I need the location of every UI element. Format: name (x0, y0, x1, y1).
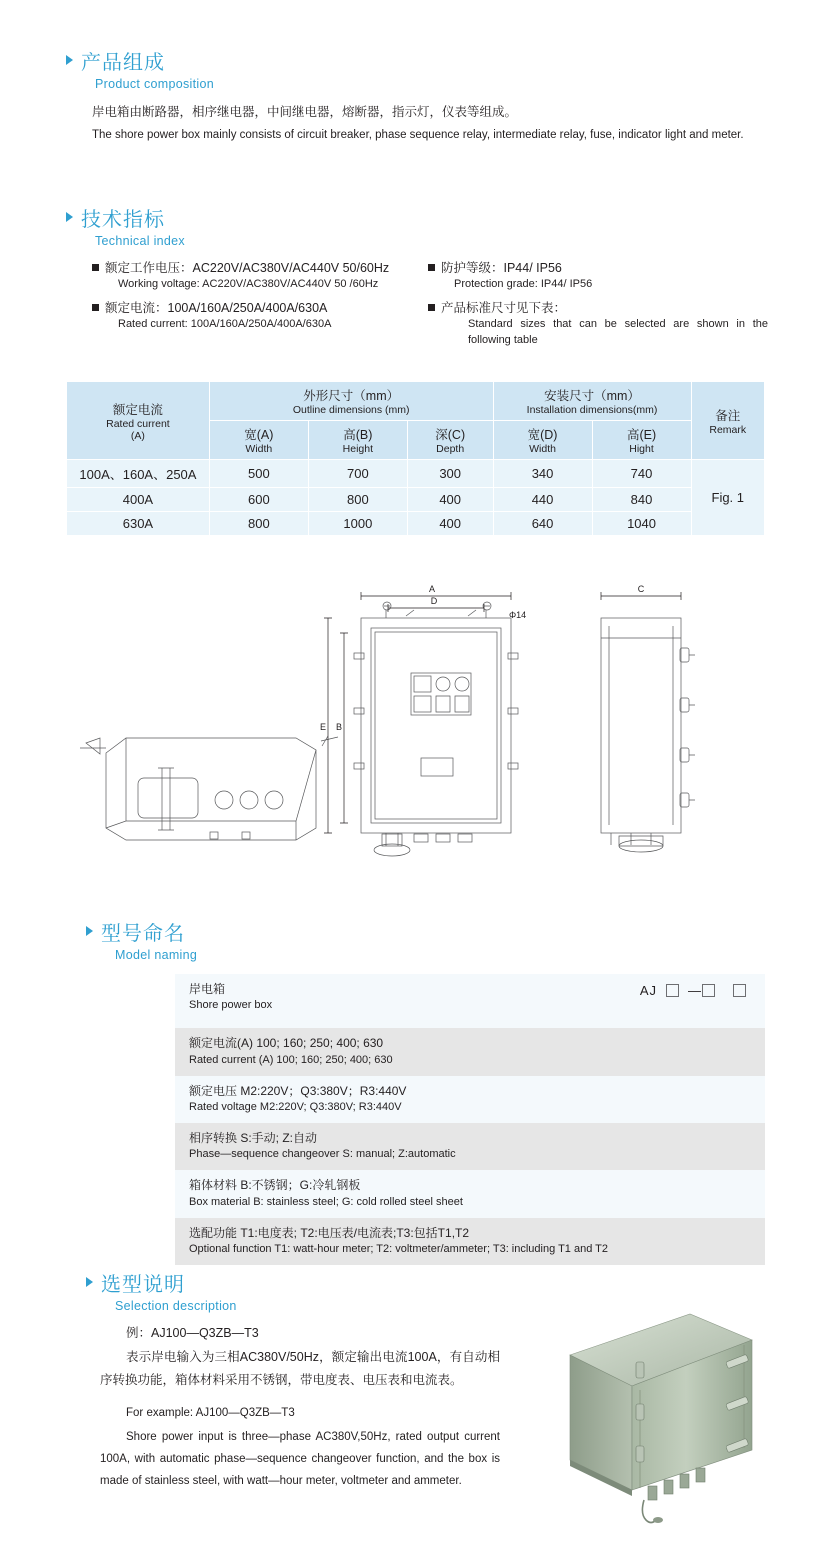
tech-index-item-en: Working voltage: AC220V/AC380V/AC440V 50 /60Hz (118, 278, 379, 290)
model-naming-row-en: Phase—sequence changeover S: manual; Z:automatic (189, 1148, 456, 1161)
tech-index-item (92, 298, 422, 333)
tech-index-item-cn: 额定电流：100A/160A/250A/400A/630A (105, 300, 328, 315)
model-naming-row-en: Shore power box (189, 999, 273, 1012)
model-naming-row (175, 1218, 765, 1265)
model-naming-row-en: Rated voltage M2:220V; Q3:380V; R3:440V (189, 1101, 402, 1114)
col-install-cn: 安装尺寸（mm） (544, 389, 640, 403)
col-outline-cn: 外形尺寸（mm） (303, 389, 400, 403)
tech-index-item (428, 258, 768, 293)
section-title-en: Technical index (95, 234, 185, 248)
model-naming-row (175, 1170, 765, 1217)
product-composition-body-cn: 岸电箱由断路器，相序继电器，中间继电器，熔断器，指示灯，仪表等组成。 (92, 105, 518, 119)
code-dash: — (688, 983, 702, 998)
product-photo-svg (540, 1300, 770, 1525)
code-slot-3 (733, 984, 746, 997)
cell-e: 840 (592, 488, 691, 512)
tech-index-item (92, 258, 422, 293)
model-naming-row (175, 1076, 765, 1123)
section-heading-model-naming (86, 917, 197, 962)
model-naming-row (175, 1123, 765, 1170)
square-bullet-icon (428, 264, 435, 271)
cell-a: 500 (209, 460, 308, 488)
drawing-top-view (80, 736, 338, 840)
code-slot-2 (702, 984, 715, 997)
cell-c: 400 (407, 512, 493, 536)
cell-d: 640 (493, 512, 592, 536)
table-header-row (67, 382, 765, 421)
model-naming-row-cn: 额定电压 M2:220V；Q3:380V；R3:440V (189, 1083, 407, 1098)
selection-para-en: Shore power input is three—phase AC380V,50Hz, rated output current 100A, with automatic phase—sequence changeover function, and the box is made of stainless steel, with watt—hour meter, voltmeter and ammeter. (100, 1430, 500, 1488)
cell-e: 740 (592, 460, 691, 488)
table-row (67, 512, 765, 536)
col-outline-en: Outline dimensions (mm) (292, 404, 410, 416)
cell-d: 340 (493, 460, 592, 488)
cell-current: 100A、160A、250A (67, 460, 210, 488)
model-naming-row (175, 1028, 765, 1075)
dim-label-d: D (430, 596, 438, 606)
subcol-height-e: 高(E) Hight (592, 421, 691, 460)
model-naming-row-cn: 岸电箱 (189, 982, 226, 996)
col-rated-current-unit: (A) (130, 429, 145, 442)
specification-table (66, 381, 765, 536)
drawing-side-view (601, 592, 695, 852)
section-heading-technical-index (66, 203, 185, 248)
tech-index-item (428, 298, 768, 349)
cell-a: 800 (209, 512, 308, 536)
section-title-en: Model naming (115, 948, 198, 962)
subcol-depth-c: 深(C) Depth (407, 421, 493, 460)
tech-index-item-cn: 防护等级：IP44/ IP56 (441, 261, 562, 275)
selection-example-en: For example: AJ100—Q3ZB—T3 (126, 1407, 295, 1420)
section-title-cn: 选型说明 (101, 1274, 185, 1296)
table-head (67, 382, 765, 460)
dim-label-b: B (335, 722, 343, 732)
section-heading-product-composition (66, 46, 214, 91)
model-naming-block (175, 974, 765, 1265)
tech-index-item-en: Rated current: 100A/160A/250A/400A/630A (118, 317, 332, 330)
cell-b: 1000 (308, 512, 407, 536)
section-title-cn: 产品组成 (81, 52, 165, 74)
model-naming-row-cn: 相序转换 S:手动; Z:自动 (189, 1130, 318, 1145)
code-slot-1 (666, 984, 679, 997)
section-title-en: Selection description (115, 1299, 237, 1313)
section-heading-selection-description (86, 1268, 237, 1313)
square-bullet-icon (92, 264, 99, 271)
cell-b: 700 (308, 460, 407, 488)
section-title-cn: 型号命名 (101, 923, 185, 945)
col-rated-current-en: Rated current (106, 417, 170, 430)
selection-example-cn: 例：AJ100—Q3ZB—T3 (126, 1326, 259, 1340)
dim-label-hole: Φ14 (509, 610, 527, 620)
selection-para-cn: 表示岸电输入为三相AC380V/50Hz，额定输出电流100A，有自动相序转换功能，箱体材料采用不锈钢，带电度表、电压表和电流表。 (100, 1350, 500, 1388)
subcol-width-a: 宽(A) Width (209, 421, 308, 460)
square-bullet-icon (428, 304, 435, 311)
col-remark-en: Remark (709, 423, 747, 436)
cell-d: 440 (493, 488, 592, 512)
col-remark-cn: 备注 (715, 408, 741, 423)
drawing-front-view (324, 592, 518, 856)
section-title-en: Product composition (95, 77, 214, 91)
tech-index-item-en: Standard sizes that can be selected are shown in the following table (468, 317, 768, 346)
tech-index-item-cn: 额定工作电压：AC220V/AC380V/AC440V 50/60Hz (105, 261, 390, 275)
subcol-width-d: 宽(D) Width (493, 421, 592, 460)
model-naming-row (175, 974, 765, 1028)
cell-e: 1040 (592, 512, 691, 536)
dim-label-c: C (637, 584, 645, 594)
square-bullet-icon (92, 304, 99, 311)
model-naming-row-cn: 额定电流(A) 100; 160; 250; 400; 630 (189, 1036, 384, 1051)
cell-b: 800 (308, 488, 407, 512)
table-body (67, 460, 765, 536)
tech-index-item-cn: 产品标准尺寸见下表： (441, 300, 567, 315)
tech-index-col-right (428, 258, 768, 351)
triangle-right-icon (86, 1277, 93, 1287)
col-install-dimensions (493, 382, 691, 421)
cell-c: 300 (407, 460, 493, 488)
model-code-group (640, 982, 755, 1001)
subcol-height-b: 高(B) Height (308, 421, 407, 460)
table-row (67, 460, 765, 488)
dim-label-e: E (319, 722, 327, 732)
triangle-right-icon (66, 55, 73, 65)
cell-current: 400A (67, 488, 210, 512)
cell-a: 600 (209, 488, 308, 512)
tech-index-col-left (92, 258, 422, 334)
tech-index-item-en: Protection grade: IP44/ IP56 (454, 278, 593, 290)
col-remark (691, 382, 764, 460)
drawings-svg (66, 578, 766, 868)
model-naming-row-en: Optional function T1: watt-hour meter; T2: voltmeter/ammeter; T3: including T1 and T2 (189, 1243, 609, 1256)
model-naming-row-cn: 选配功能 T1:电度表; T2:电压表/电流表;T3:包括T1,T2 (189, 1225, 470, 1240)
col-rated-current (67, 382, 210, 460)
model-naming-row-cn: 箱体材料 B:不锈钢；G:冷轧钢板 (189, 1178, 361, 1193)
col-install-en: Installation dimensions(mm) (526, 404, 658, 416)
cell-remark: Fig. 1 (691, 460, 764, 536)
product-composition-body-en: The shore power box mainly consists of circuit breaker, phase sequence relay, intermediate relay, fuse, indicator light and meter. (92, 129, 744, 141)
dim-label-a: A (428, 584, 436, 594)
table-row (67, 488, 765, 512)
triangle-right-icon (86, 926, 93, 936)
section-title-cn: 技术指标 (81, 209, 165, 231)
col-rated-current-cn: 额定电流 (112, 402, 163, 417)
col-outline-dimensions (209, 382, 493, 421)
selection-description-text (100, 1323, 500, 1496)
model-naming-row-en: Box material B: stainless steel; G: cold rolled steel sheet (189, 1195, 463, 1208)
cell-c: 400 (407, 488, 493, 512)
cell-current: 630A (67, 512, 210, 536)
technical-drawings (66, 578, 766, 868)
model-code-prefix: AJ (639, 983, 657, 998)
triangle-right-icon (66, 212, 73, 222)
product-photo (540, 1300, 770, 1525)
model-naming-row-en: Rated current (A) 100; 160; 250; 400; 630 (189, 1053, 393, 1066)
